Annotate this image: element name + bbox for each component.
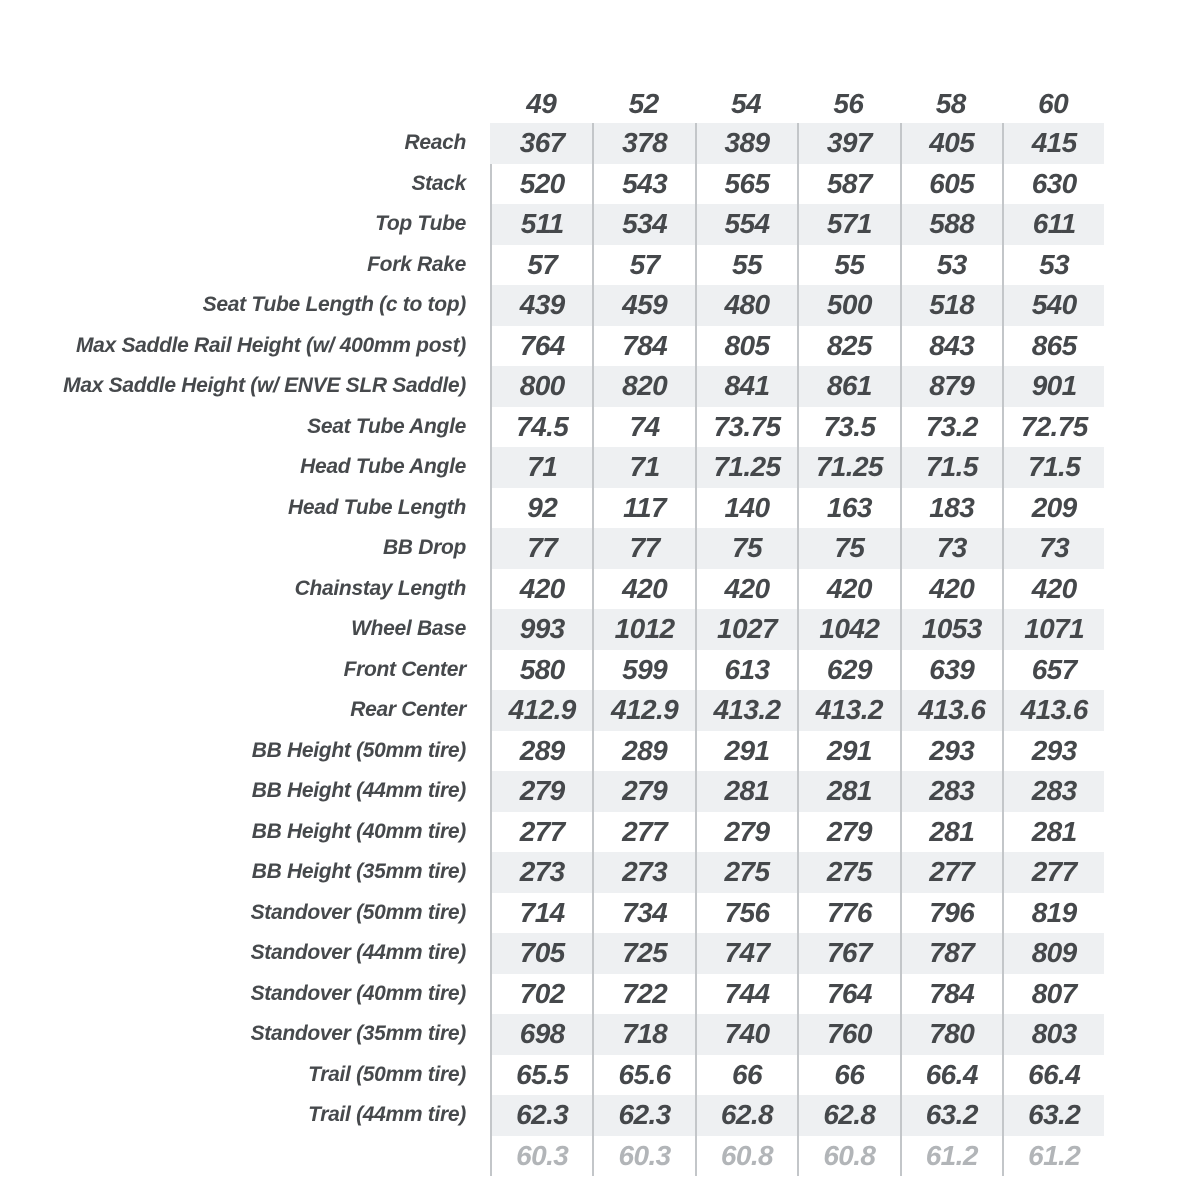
value-cell: 277 <box>592 812 694 853</box>
value-cell: 293 <box>900 731 1002 772</box>
row-label: Trail (44mm tire) <box>308 1103 466 1127</box>
value-cell: 459 <box>592 285 694 326</box>
table-row <box>0 123 1106 164</box>
size-column-header: 56 <box>833 88 864 119</box>
value-cell: 367 <box>490 123 592 164</box>
value-cell: 420 <box>592 569 694 610</box>
value-cell: 639 <box>900 650 1002 691</box>
table-row <box>0 974 1106 1015</box>
value-cell: 75 <box>797 528 899 569</box>
value-cell: 820 <box>592 366 694 407</box>
value-cell: 140 <box>695 488 797 529</box>
value-cell: 60.3 <box>490 1136 592 1177</box>
value-cell: 412.9 <box>592 690 694 731</box>
value-cell: 74 <box>592 407 694 448</box>
value-cell: 420 <box>900 569 1002 610</box>
value-cell: 275 <box>695 852 797 893</box>
table-row <box>0 650 1106 691</box>
value-cell: 413.6 <box>1002 690 1104 731</box>
clipped-row <box>0 1136 1106 1177</box>
value-cell: 71.5 <box>1002 447 1104 488</box>
value-cell: 702 <box>490 974 592 1015</box>
row-label: Reach <box>404 131 466 155</box>
value-cell: 209 <box>1002 488 1104 529</box>
value-cell: 843 <box>900 326 1002 367</box>
row-label: Chainstay Length <box>294 576 466 600</box>
value-cell: 291 <box>695 731 797 772</box>
row-label <box>0 1136 490 1177</box>
value-cell: 289 <box>490 731 592 772</box>
value-cell: 61.2 <box>1002 1136 1104 1177</box>
value-cell: 281 <box>900 812 1002 853</box>
value-cell: 73.2 <box>900 407 1002 448</box>
value-cell: 66 <box>695 1055 797 1096</box>
row-label: BB Height (40mm tire) <box>251 819 466 843</box>
value-cell: 413.2 <box>695 690 797 731</box>
value-cell: 1012 <box>592 609 694 650</box>
value-cell: 480 <box>695 285 797 326</box>
row-label: Seat Tube Length (c to top) <box>202 293 466 317</box>
value-cell: 518 <box>900 285 1002 326</box>
table-row <box>0 771 1106 812</box>
table-row <box>0 893 1106 934</box>
value-cell: 776 <box>797 893 899 934</box>
value-cell: 281 <box>695 771 797 812</box>
value-cell: 291 <box>797 731 899 772</box>
row-label: Standover (50mm tire) <box>250 900 466 924</box>
row-label: BB Height (44mm tire) <box>251 779 466 803</box>
value-cell: 803 <box>1002 1014 1104 1055</box>
row-label: Seat Tube Angle <box>307 414 466 438</box>
row-label: Standover (40mm tire) <box>250 981 466 1005</box>
table-row <box>0 1095 1106 1136</box>
value-cell: 784 <box>900 974 1002 1015</box>
value-cell: 63.2 <box>1002 1095 1104 1136</box>
value-cell: 277 <box>490 812 592 853</box>
value-cell: 73.5 <box>797 407 899 448</box>
row-label: Max Saddle Height (w/ ENVE SLR Saddle) <box>63 374 466 398</box>
table-row <box>0 528 1106 569</box>
value-cell: 718 <box>592 1014 694 1055</box>
value-cell: 534 <box>592 204 694 245</box>
value-cell: 92 <box>490 488 592 529</box>
table-row <box>0 407 1106 448</box>
value-cell: 420 <box>695 569 797 610</box>
row-label: Rear Center <box>350 698 466 722</box>
table-row <box>0 933 1106 974</box>
value-cell: 283 <box>900 771 1002 812</box>
value-cell: 420 <box>797 569 899 610</box>
value-cell: 71.25 <box>797 447 899 488</box>
value-cell: 405 <box>900 123 1002 164</box>
value-cell: 62.8 <box>797 1095 899 1136</box>
value-cell: 587 <box>797 164 899 205</box>
value-cell: 163 <box>797 488 899 529</box>
value-cell: 861 <box>797 366 899 407</box>
value-cell: 764 <box>797 974 899 1015</box>
value-cell: 60.3 <box>592 1136 694 1177</box>
value-cell: 611 <box>1002 204 1104 245</box>
table-row <box>0 731 1106 772</box>
value-cell: 277 <box>1002 852 1104 893</box>
header-spacer <box>0 85 490 123</box>
value-cell: 657 <box>1002 650 1104 691</box>
row-label: Wheel Base <box>351 617 466 641</box>
value-cell: 73 <box>900 528 1002 569</box>
value-cell: 74.5 <box>490 407 592 448</box>
value-cell: 787 <box>900 933 1002 974</box>
value-cell: 293 <box>1002 731 1104 772</box>
value-cell: 281 <box>797 771 899 812</box>
value-cell: 273 <box>592 852 694 893</box>
value-cell: 554 <box>695 204 797 245</box>
value-cell: 72.75 <box>1002 407 1104 448</box>
value-cell: 73.75 <box>695 407 797 448</box>
value-cell: 275 <box>797 852 899 893</box>
value-cell: 825 <box>797 326 899 367</box>
value-cell: 60.8 <box>797 1136 899 1177</box>
value-cell: 865 <box>1002 326 1104 367</box>
value-cell: 520 <box>490 164 592 205</box>
value-cell: 62.8 <box>695 1095 797 1136</box>
row-label: BB Drop <box>382 536 466 560</box>
table-row <box>0 852 1106 893</box>
value-cell: 279 <box>592 771 694 812</box>
table-row <box>0 204 1106 245</box>
value-cell: 540 <box>1002 285 1104 326</box>
value-cell: 879 <box>900 366 1002 407</box>
size-column-header: 60 <box>1038 88 1069 119</box>
value-cell: 420 <box>1002 569 1104 610</box>
table-row <box>0 245 1106 286</box>
table-row <box>0 1055 1106 1096</box>
value-cell: 630 <box>1002 164 1104 205</box>
value-cell: 53 <box>900 245 1002 286</box>
value-cell: 599 <box>592 650 694 691</box>
value-cell: 65.5 <box>490 1055 592 1096</box>
value-cell: 588 <box>900 204 1002 245</box>
table-body <box>0 123 1106 1171</box>
value-cell: 63.2 <box>900 1095 1002 1136</box>
value-cell: 901 <box>1002 366 1104 407</box>
table-row <box>0 366 1106 407</box>
value-cell: 714 <box>490 893 592 934</box>
value-cell: 77 <box>490 528 592 569</box>
value-cell: 183 <box>900 488 1002 529</box>
value-cell: 805 <box>695 326 797 367</box>
value-cell: 378 <box>592 123 694 164</box>
value-cell: 756 <box>695 893 797 934</box>
table-row <box>0 690 1106 731</box>
value-cell: 605 <box>900 164 1002 205</box>
size-header-row <box>0 85 1106 123</box>
value-cell: 565 <box>695 164 797 205</box>
value-cell: 543 <box>592 164 694 205</box>
value-cell: 273 <box>490 852 592 893</box>
value-cell: 57 <box>592 245 694 286</box>
value-cell: 117 <box>592 488 694 529</box>
row-label: Trail (50mm tire) <box>308 1062 466 1086</box>
value-cell: 71 <box>592 447 694 488</box>
value-cell: 413.2 <box>797 690 899 731</box>
value-cell: 57 <box>490 245 592 286</box>
value-cell: 1027 <box>695 609 797 650</box>
value-cell: 415 <box>1002 123 1104 164</box>
value-cell: 767 <box>797 933 899 974</box>
value-cell: 784 <box>592 326 694 367</box>
table-row <box>0 447 1106 488</box>
value-cell: 55 <box>797 245 899 286</box>
value-cell: 580 <box>490 650 592 691</box>
value-cell: 747 <box>695 933 797 974</box>
value-cell: 279 <box>695 812 797 853</box>
value-cell: 993 <box>490 609 592 650</box>
value-cell: 698 <box>490 1014 592 1055</box>
value-cell: 281 <box>1002 812 1104 853</box>
table-row <box>0 488 1106 529</box>
size-column-header: 52 <box>628 88 659 119</box>
value-cell: 744 <box>695 974 797 1015</box>
value-cell: 77 <box>592 528 694 569</box>
row-label: Front Center <box>343 657 466 681</box>
table-row <box>0 285 1106 326</box>
row-label: BB Height (35mm tire) <box>251 860 466 884</box>
size-column-header: 54 <box>731 88 761 119</box>
table-row <box>0 1014 1106 1055</box>
value-cell: 66.4 <box>1002 1055 1104 1096</box>
value-cell: 62.3 <box>592 1095 694 1136</box>
row-label: Head Tube Length <box>288 495 466 519</box>
value-cell: 780 <box>900 1014 1002 1055</box>
value-cell: 60.8 <box>695 1136 797 1177</box>
value-cell: 71.25 <box>695 447 797 488</box>
row-label: Fork Rake <box>367 252 466 276</box>
table-row <box>0 812 1106 853</box>
row-label: Top Tube <box>375 212 466 236</box>
value-cell: 62.3 <box>490 1095 592 1136</box>
row-label: Max Saddle Rail Height (w/ 400mm post) <box>75 333 466 357</box>
value-cell: 764 <box>490 326 592 367</box>
value-cell: 55 <box>695 245 797 286</box>
value-cell: 283 <box>1002 771 1104 812</box>
table-row <box>0 326 1106 367</box>
size-column-header: 58 <box>935 88 966 119</box>
value-cell: 760 <box>797 1014 899 1055</box>
value-cell: 807 <box>1002 974 1104 1015</box>
value-cell: 809 <box>1002 933 1104 974</box>
value-cell: 705 <box>490 933 592 974</box>
row-label: Head Tube Angle <box>300 455 466 479</box>
table-row <box>0 164 1106 205</box>
value-cell: 1053 <box>900 609 1002 650</box>
value-cell: 71 <box>490 447 592 488</box>
value-cell: 413.6 <box>900 690 1002 731</box>
row-label: Standover (44mm tire) <box>250 941 466 965</box>
value-cell: 61.2 <box>900 1136 1002 1177</box>
value-cell: 1042 <box>797 609 899 650</box>
geometry-table <box>0 85 1106 1171</box>
row-label: BB Height (50mm tire) <box>251 738 466 762</box>
value-cell: 500 <box>797 285 899 326</box>
value-cell: 629 <box>797 650 899 691</box>
value-cell: 65.6 <box>592 1055 694 1096</box>
table-row <box>0 569 1106 610</box>
row-label: Standover (35mm tire) <box>250 1022 466 1046</box>
value-cell: 71.5 <box>900 447 1002 488</box>
value-cell: 289 <box>592 731 694 772</box>
value-cell: 279 <box>490 771 592 812</box>
value-cell: 75 <box>695 528 797 569</box>
value-cell: 734 <box>592 893 694 934</box>
value-cell: 841 <box>695 366 797 407</box>
value-cell: 420 <box>490 569 592 610</box>
value-cell: 277 <box>900 852 1002 893</box>
size-column-header: 49 <box>526 88 557 119</box>
value-cell: 571 <box>797 204 899 245</box>
value-cell: 819 <box>1002 893 1104 934</box>
row-label: Stack <box>411 171 466 195</box>
value-cell: 796 <box>900 893 1002 934</box>
value-cell: 740 <box>695 1014 797 1055</box>
table-row <box>0 609 1106 650</box>
value-cell: 66 <box>797 1055 899 1096</box>
value-cell: 800 <box>490 366 592 407</box>
value-cell: 389 <box>695 123 797 164</box>
value-cell: 613 <box>695 650 797 691</box>
value-cell: 725 <box>592 933 694 974</box>
value-cell: 511 <box>490 204 592 245</box>
value-cell: 279 <box>797 812 899 853</box>
value-cell: 73 <box>1002 528 1104 569</box>
value-cell: 1071 <box>1002 609 1104 650</box>
value-cell: 722 <box>592 974 694 1015</box>
value-cell: 439 <box>490 285 592 326</box>
value-cell: 397 <box>797 123 899 164</box>
value-cell: 412.9 <box>490 690 592 731</box>
value-cell: 53 <box>1002 245 1104 286</box>
value-cell: 66.4 <box>900 1055 1002 1096</box>
